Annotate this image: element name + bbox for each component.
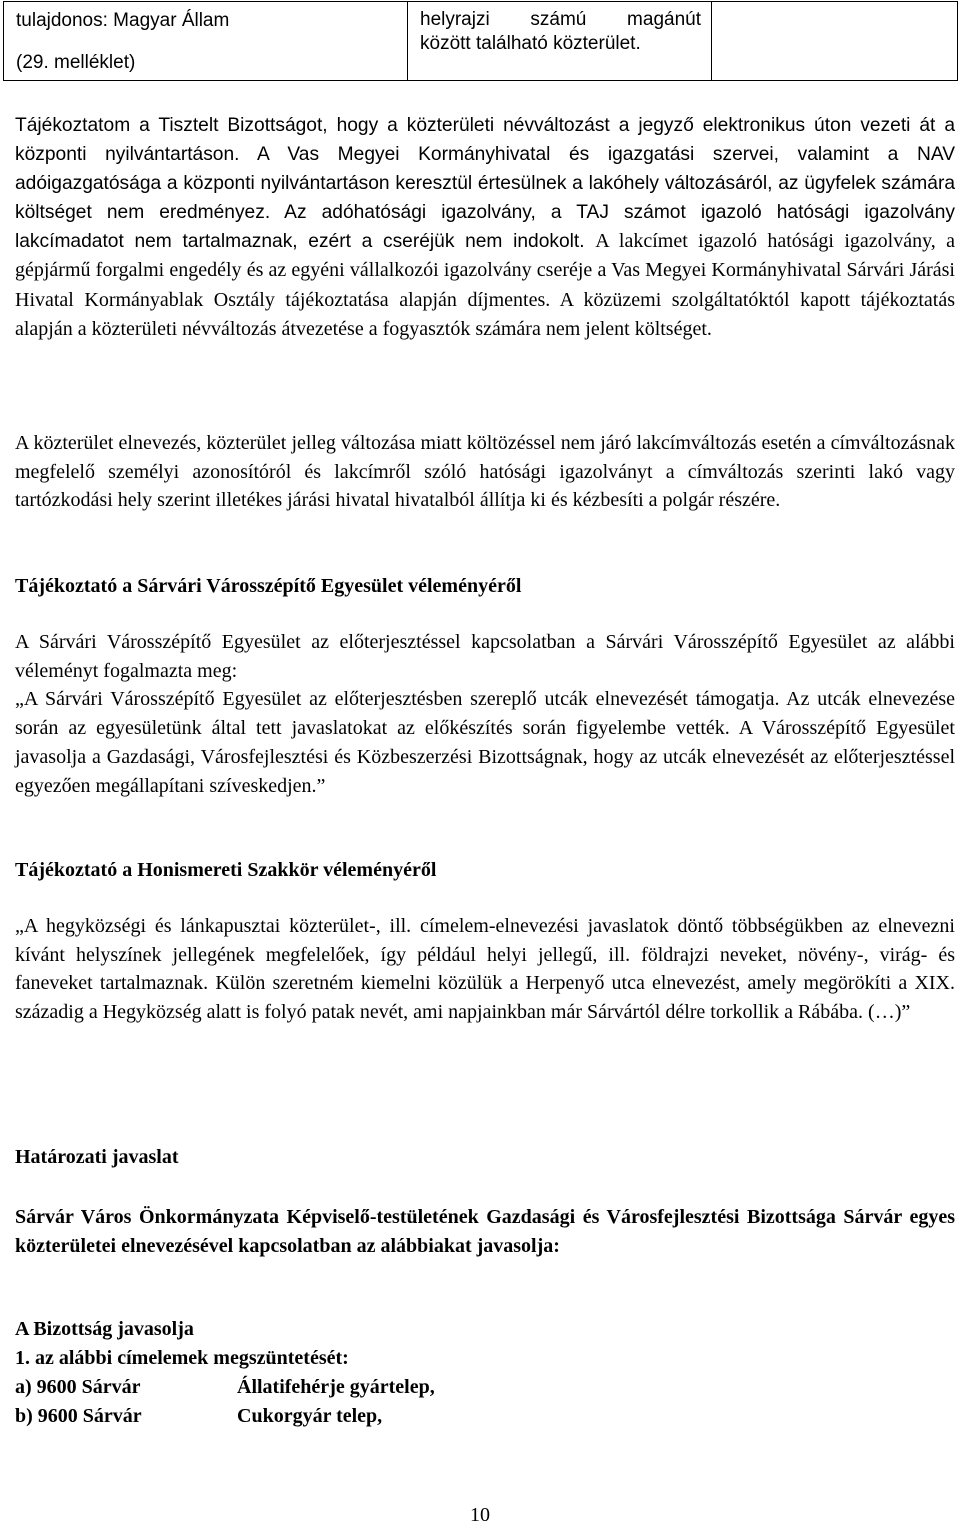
description-line-1: helyrajzi számú magánút — [420, 9, 701, 30]
proposal-title: A Bizottság javasolja — [15, 1318, 194, 1340]
header-table — [3, 1, 958, 81]
proposal-item-1: 1. az alábbi címelemek megszüntetését: — [15, 1347, 349, 1369]
resolution-intro: Sárvár Város Önkormányzata Képviselő-testületének Gazdasági és Városfejlesztési Bizottsága Sárvár egyes közterületei elnevezésével kapcsolatban az alábbiakat javasolja: — [15, 1206, 955, 1257]
proposal-row-label: b) 9600 Sárvár — [15, 1405, 142, 1427]
paragraph-info-sentence-3: A lakcímet igazoló hatósági igazolvány, a gépjármű forgalmi engedély és az egyéni vállalkozói igazolvány cseréje a Vas Megyei Kormányhivatal Sárvári Járási Hivatal Kormányablak Osztály tájékoztatása alapján díjmentes. A közüzemi szolgáltatóktól kapott tájékoztatás alapján a közterületi névváltozás átvezetése a fogyasztók számára nem jelent költséget. — [15, 230, 955, 340]
paragraph-address-change: A közterület elnevezés, közterület jelleg változása miatt költözéssel nem járó lakcímváltozás esetén a címváltozásnak megfelelő személyi azonosítóról és lakcímről szóló hatósági igazolványt a címváltozás szerinti lakó vagy tartózkodási hely szerint illetékes járási hivatal hivatalból állítja ki és kézbesíti a polgár részére. — [15, 432, 955, 512]
proposal-row-value: Állatifehérje gyártelep, — [237, 1376, 435, 1398]
proposal-row — [15, 1376, 435, 1405]
page-number: 10 — [470, 1504, 490, 1526]
heading-resolution: Határozati javaslat — [15, 1146, 179, 1168]
owner-text: tulajdonos: Magyar Állam — [16, 10, 230, 31]
description-cell — [408, 2, 712, 81]
annex-text: (29. melléklet) — [16, 52, 136, 73]
owner-cell — [4, 2, 408, 81]
paragraph-info-registry — [15, 111, 955, 344]
paragraph-varosszepito — [15, 628, 955, 800]
paragraph-honismereti: „A hegyközségi és lánkapusztai közterület-, ill. címelem-elnevezési javaslatok döntő többségükben az elnevezni kívánt helyszínek jellegének megfelelőek, így például helyi jellegű, ill. földrajzi neveket, növény-, virág- és faneveket tartalmaznak. Külön szeretném kiemelni közülük a Herpenyő utca elnevezést, amely megörökíti a XIX. századig a Hegyközség alatt is folyó patak nevét, ami napjainkban már Sárvártól délre torkollik a Rábába. (…)” — [15, 915, 955, 1024]
proposal-row — [15, 1405, 435, 1434]
varosszepito-quote: „A Sárvári Városszépítő Egyesület az előterjesztésben szereplő utcák elnevezését támogatja. Az utcák elnevezése során az egyesületünk által tett javaslatokat az előkészítés során figyelembe vették. A Városszépítő Egyesület javasolja a Gazdasági, Városfejlesztési és Közbeszerzési Bizottságnak, hogy az utcák elnevezését az előterjesztéssel egyezően megállapítani szíveskedjen.” — [15, 688, 955, 797]
paragraph-info-sentence-1: Tájékoztatom a Tisztelt Bizottságot, hogy a közterületi névváltozást a jegyző elektronikus úton vezeti át a központi nyilvántartáson. — [15, 115, 955, 166]
varosszepito-intro: A Sárvári Városszépítő Egyesület az előterjesztéssel kapcsolatban a Sárvári Városszépítő Egyesület az alábbi véleményt fogalmazta meg: — [15, 631, 955, 682]
description-line-2: között található közterület. — [420, 33, 641, 54]
proposal-section — [15, 1318, 435, 1434]
empty-cell — [712, 2, 958, 81]
paragraph-info-sentence-2: A Vas Megyei Kormányhivatal és igazgatási szervei, valamint a NAV adóigazgatósága a központi nyilvántartáson keresztül értesülnek a lakóhely változásáról, az ügyfelek számára költséget nem eredményez. Az adóhatósági igazolvány, a TAJ számot igazoló hatósági igazolvány lakcímadatot nem tartalmaznak, ezért a cseréjük nem indokolt. — [15, 144, 955, 253]
heading-honismereti: Tájékoztató a Honismereti Szakkör véleményéről — [15, 859, 437, 881]
proposal-row-value: Cukorgyár telep, — [237, 1405, 383, 1427]
proposal-row-label: a) 9600 Sárvár — [15, 1376, 141, 1398]
heading-varosszepito: Tájékoztató a Sárvári Városszépítő Egyesület véleményéről — [15, 575, 522, 597]
